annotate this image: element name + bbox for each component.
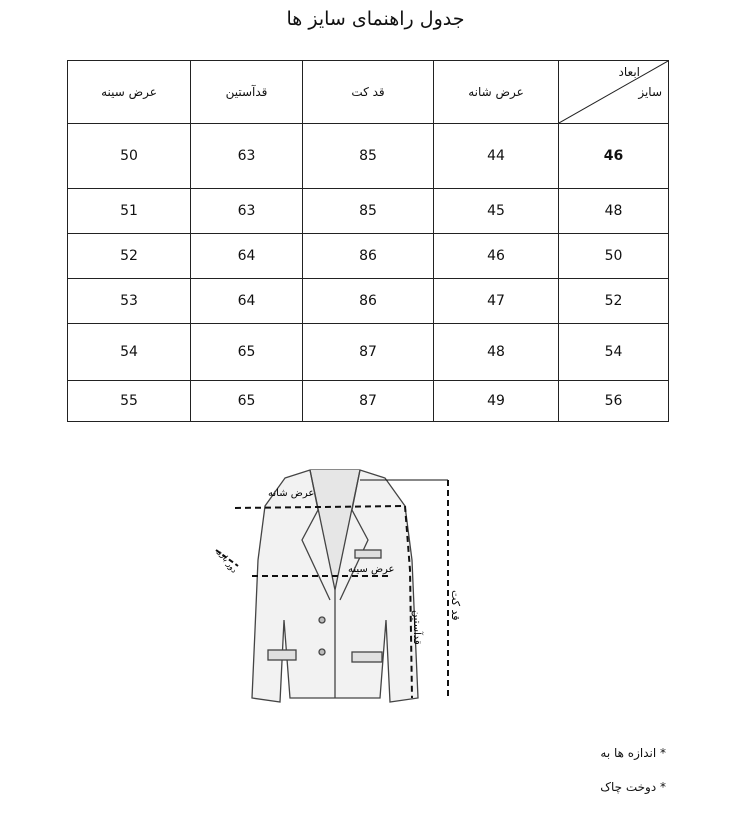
cell-shoulder: 48 <box>434 324 559 381</box>
figure-label-chest: عرض سینه <box>348 564 395 575</box>
cell-chest: 53 <box>68 279 191 324</box>
jacket-measurement-diagram <box>190 440 490 710</box>
figure-label-shoulder: عرض شانه <box>268 488 315 499</box>
cell-size: 48 <box>559 189 669 234</box>
header-chest: عرض سینه <box>68 61 191 124</box>
cell-sleeve: 64 <box>191 279 303 324</box>
cell-shoulder: 46 <box>434 234 559 279</box>
table-header-row <box>68 61 669 124</box>
cell-chest: 54 <box>68 324 191 381</box>
cell-length: 85 <box>303 124 434 189</box>
table-row <box>68 124 669 189</box>
cell-length: 87 <box>303 381 434 422</box>
cell-size: 50 <box>559 234 669 279</box>
cell-length: 87 <box>303 324 434 381</box>
header-corner <box>559 61 669 124</box>
table-row <box>68 234 669 279</box>
cell-length: 86 <box>303 279 434 324</box>
figure-label-length: قد کت <box>449 590 462 621</box>
header-sleeve: قدآستین <box>191 61 303 124</box>
cell-length: 86 <box>303 234 434 279</box>
cell-size: 46 <box>559 124 669 189</box>
jacket-illustration <box>252 470 418 702</box>
note-item: * دوخت چاک <box>600 780 666 794</box>
cell-sleeve: 64 <box>191 234 303 279</box>
cell-size: 54 <box>559 324 669 381</box>
figure-label-sleeve: قدآستین <box>411 610 422 645</box>
header-shoulder: عرض شانه <box>434 61 559 124</box>
cell-shoulder: 47 <box>434 279 559 324</box>
figure-label-arm: دور بازو <box>216 547 239 575</box>
cell-length: 85 <box>303 189 434 234</box>
size-chart-table <box>67 60 669 422</box>
cell-shoulder: 45 <box>434 189 559 234</box>
cell-size: 52 <box>559 279 669 324</box>
header-length: قد کت <box>303 61 434 124</box>
cell-chest: 52 <box>68 234 191 279</box>
table-row <box>68 279 669 324</box>
cell-shoulder: 44 <box>434 124 559 189</box>
cell-chest: 50 <box>68 124 191 189</box>
note-item: * اندازه ها به <box>600 746 666 760</box>
cell-chest: 51 <box>68 189 191 234</box>
cell-sleeve: 65 <box>191 381 303 422</box>
cell-size: 56 <box>559 381 669 422</box>
notes <box>600 736 666 804</box>
page-title: جدول راهنمای سایز ها <box>286 8 465 30</box>
table-row <box>68 381 669 422</box>
corner-label-size: سایز <box>638 85 662 99</box>
cell-chest: 55 <box>68 381 191 422</box>
table-row <box>68 324 669 381</box>
cell-sleeve: 63 <box>191 124 303 189</box>
corner-label-dimensions: ابعاد <box>618 65 640 79</box>
cell-shoulder: 49 <box>434 381 559 422</box>
table-row <box>68 189 669 234</box>
cell-sleeve: 63 <box>191 189 303 234</box>
cell-sleeve: 65 <box>191 324 303 381</box>
